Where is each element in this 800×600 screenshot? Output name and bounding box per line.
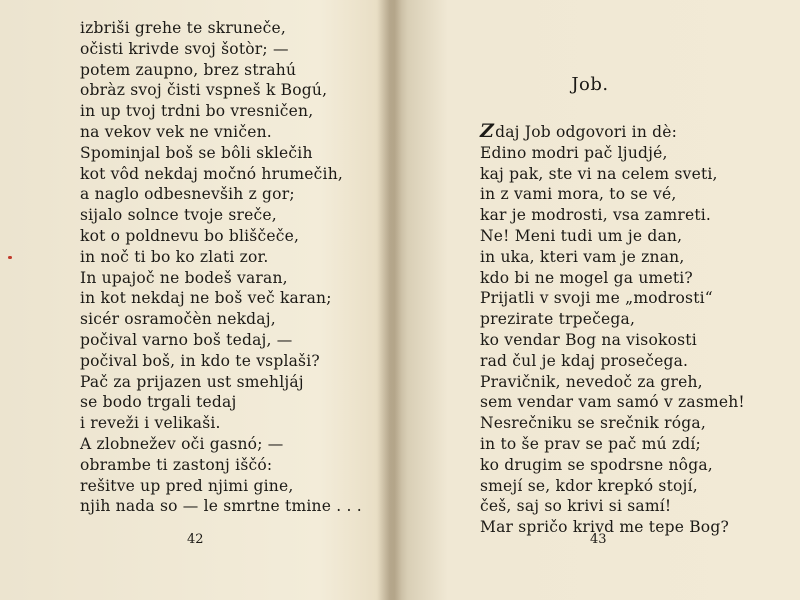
poem-line: Spominjal boš se bôli sklečih — [80, 143, 313, 162]
right-page — [400, 0, 800, 600]
poem-line: kdo bi ne mogel ga umeti? — [480, 268, 693, 287]
poem-line: Mar spričo krivd me tepe Bog? — [480, 518, 729, 537]
poem-line: obrambe ti zastonj iščó: — [80, 455, 273, 474]
poem-line: rešitve up pred njimi gine, — [80, 476, 294, 495]
poem-line: in kot nekdaj ne boš več karan; — [80, 289, 332, 308]
poem-line: se bodo trgali tedaj — [80, 393, 237, 412]
poem-line: in noč ti bo ko zlati zor. — [80, 247, 269, 266]
poem-line: in uka, kteri vam je znan, — [480, 247, 685, 266]
first-line-text: daj Job odgovori in dè: — [495, 123, 678, 141]
poem-line: potem zaupno, brez strahú — [80, 60, 297, 79]
poem-line: kar je modrosti, vsa zamreti. — [480, 206, 712, 225]
poem-line: Edino modri pač ljudjé, — [480, 143, 668, 162]
poem-line: češ, saj so krivi si samí! — [480, 497, 672, 516]
page-number-left: 42 — [187, 532, 204, 547]
poem-line: Prijatli v svoji me „modrosti“ — [480, 289, 713, 308]
poem-line: in z vami mora, to se vé, — [480, 185, 677, 204]
poem-line: izbriši grehe te skruneče, — [80, 19, 287, 37]
right-poem-text — [480, 122, 745, 538]
left-page — [0, 0, 390, 600]
poem-line: ko drugim se spodrsne nôga, — [480, 455, 713, 474]
poem-line: in to še prav se pač mú zdí; — [480, 434, 701, 453]
poem-line: sem vendar vam samó v zasmeh! — [480, 393, 745, 412]
poem-line: počival boš, in kdo te vsplaši? — [80, 351, 320, 370]
poem-line: kot vôd nekdaj močnó hrumečih, — [80, 164, 344, 183]
poem-line: na vekov vek ne vničen. — [80, 122, 272, 141]
poem-line: kot o poldnevu bo bliščeče, — [80, 226, 300, 245]
poem-title: Job. — [571, 74, 609, 95]
poem-line: prezirate trpečega, — [480, 310, 636, 329]
poem-line: kaj pak, ste vi na celem sveti, — [480, 164, 718, 183]
drop-cap: Z — [480, 120, 495, 142]
poem-line: i reveži i velikaši. — [80, 414, 221, 433]
poem-line: rad čul je kdaj prosečega. — [480, 351, 689, 370]
left-poem-text — [80, 18, 362, 517]
poem-line: sijalo solnce tvoje sreče, — [80, 206, 277, 225]
poem-line: Nesrečniku se srečnik róga, — [480, 414, 706, 433]
page-number-right: 43 — [590, 532, 607, 547]
poem-line: njih nada so — le smrtne tmine . . . — [80, 497, 362, 516]
poem-line: In upajoč ne bodeš varan, — [80, 268, 288, 287]
poem-line: ko vendar Bog na visokosti — [480, 330, 697, 349]
poem-line: a naglo odbesnevših z gor; — [80, 185, 295, 204]
poem-line: smejí se, kdor krepkó stojí, — [480, 476, 698, 495]
poem-line: A zlobnežev oči gasnó; — — [80, 434, 284, 453]
poem-line: Ne! Meni tudi um je dan, — [480, 226, 683, 245]
poem-line: Pač za prijazen ust smehljáj — [80, 372, 304, 391]
poem-line: obràz svoj čisti vspneš k Bogú, — [80, 81, 328, 100]
poem-line: očisti krivde svoj šotòr; — — [80, 39, 289, 58]
poem-line: in up tvoj trdni bo vresničen, — [80, 102, 314, 121]
poem-line: počival varno boš tedaj, — — [80, 330, 293, 349]
poem-line: sicér osramočèn nekdaj, — [80, 310, 276, 329]
poem-line: Pravičnik, nevedoč za greh, — [480, 372, 703, 391]
poem-first-line — [480, 122, 745, 143]
